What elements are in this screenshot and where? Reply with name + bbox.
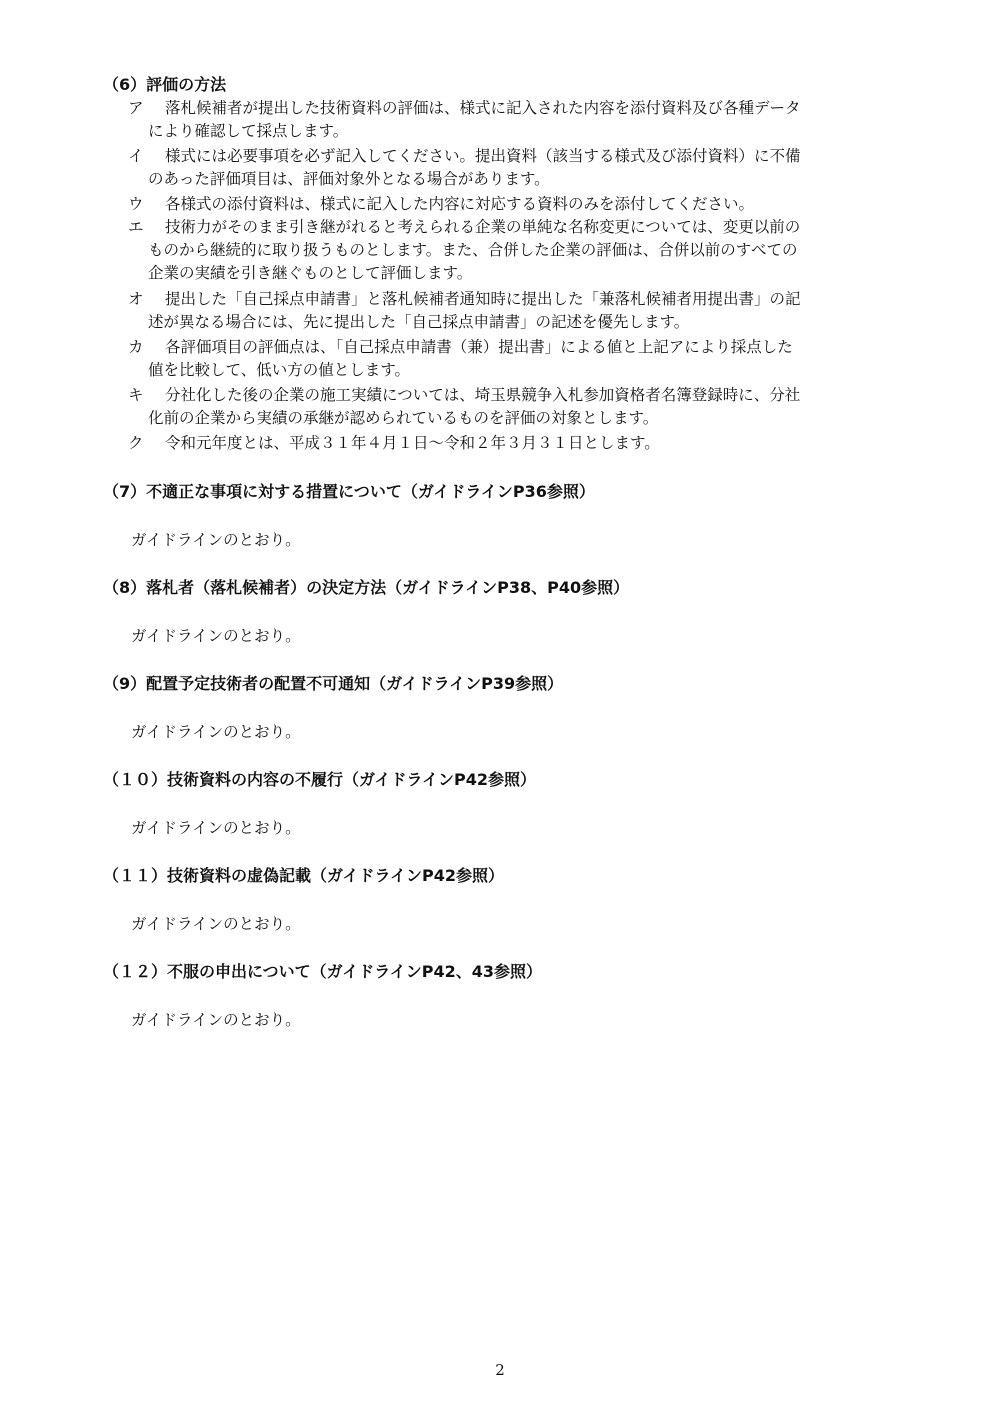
section-9-text: ガイドラインのとおり。 xyxy=(131,723,301,741)
section-7-text: ガイドラインのとおり。 xyxy=(131,531,301,549)
item-text: 令和元年度とは、平成３１年４月１日～令和２年３月３１日とします。 xyxy=(165,434,660,452)
section-10-heading: （１０）技術資料の内容の不履行（ガイドラインP42参照） xyxy=(103,770,537,789)
item-text: 各評価項目の評価点は、「自己採点申請書（兼）提出書」による値と上記アにより採点した xyxy=(165,338,793,356)
section-12-text: ガイドラインのとおり。 xyxy=(131,1011,301,1029)
item-text: により確認して採点します。 xyxy=(148,122,349,140)
item-mark: オ xyxy=(128,290,144,308)
section-7-heading: （7）不適正な事項に対する措置について（ガイドラインP36参照） xyxy=(103,482,595,501)
section-12-heading: （１２）不服の申出について（ガイドラインP42、43参照） xyxy=(103,962,542,981)
section-8-text: ガイドラインのとおり。 xyxy=(131,627,301,645)
item-text: 各様式の添付資料は、様式に記入した内容に対応する資料のみを添付してください。 xyxy=(165,195,755,213)
list-item xyxy=(128,336,903,382)
section-11-text: ガイドラインのとおり。 xyxy=(131,915,301,933)
list-item xyxy=(128,193,903,216)
item-mark: ク xyxy=(128,434,144,452)
item-text: 分社化した後の企業の施工実績については、埼玉県競争入札参加資格者名簿登録時に、分社 xyxy=(165,386,801,404)
item-text: 落札候補者が提出した技術資料の評価は、様式に記入された内容を添付資料及び各種データ xyxy=(165,99,801,117)
section-9-heading: （9）配置予定技術者の配置不可通知（ガイドラインP39参照） xyxy=(103,674,564,693)
item-text: 技術力がそのまま引き継がれると考えられる企業の単純な名称変更については、変更以前の xyxy=(165,218,801,236)
item-mark: イ xyxy=(128,147,144,165)
list-item xyxy=(128,288,903,334)
item-text: 化前の企業から実績の承継が認められているものを評価の対象とします。 xyxy=(148,409,659,427)
item-mark: カ xyxy=(128,338,144,356)
item-mark: ウ xyxy=(128,195,144,213)
item-text: のあった評価項目は、評価対象外となる場合があります。 xyxy=(148,170,550,188)
section-10-text: ガイドラインのとおり。 xyxy=(131,819,301,837)
item-text: 様式には必要事項を必ず記入してください。提出資料（該当する様式及び添付資料）に不備 xyxy=(165,147,801,165)
list-item xyxy=(128,97,903,143)
item-mark: エ xyxy=(128,218,144,236)
item-text: 企業の実績を引き継ぐものとして評価します。 xyxy=(148,264,473,282)
item-mark: ア xyxy=(128,99,144,117)
list-item xyxy=(128,216,903,285)
item-text: 提出した「自己採点申請書」と落札候補者通知時に提出した「兼落札候補者用提出書」の記 xyxy=(165,290,801,308)
item-text: 述が異なる場合には、先に提出した「自己採点申請書」の記述を優先します。 xyxy=(148,313,690,331)
section-8-heading: （8）落札者（落札候補者）の決定方法（ガイドラインP38、P40参照） xyxy=(103,578,630,597)
item-mark: キ xyxy=(128,386,144,404)
item-text: ものから継続的に取り扱うものとします。また、合併した企業の評価は、合併以前のすべての xyxy=(148,241,798,259)
section-6-heading: （6）評価の方法 xyxy=(103,75,227,94)
list-item xyxy=(128,432,903,455)
list-item xyxy=(128,145,903,191)
item-text: 値を比較して、低い方の値とします。 xyxy=(148,361,410,379)
list-item xyxy=(128,384,903,430)
section-11-heading: （１１）技術資料の虚偽記載（ガイドラインP42参照） xyxy=(103,866,505,885)
page-number: 2 xyxy=(495,1361,505,1379)
